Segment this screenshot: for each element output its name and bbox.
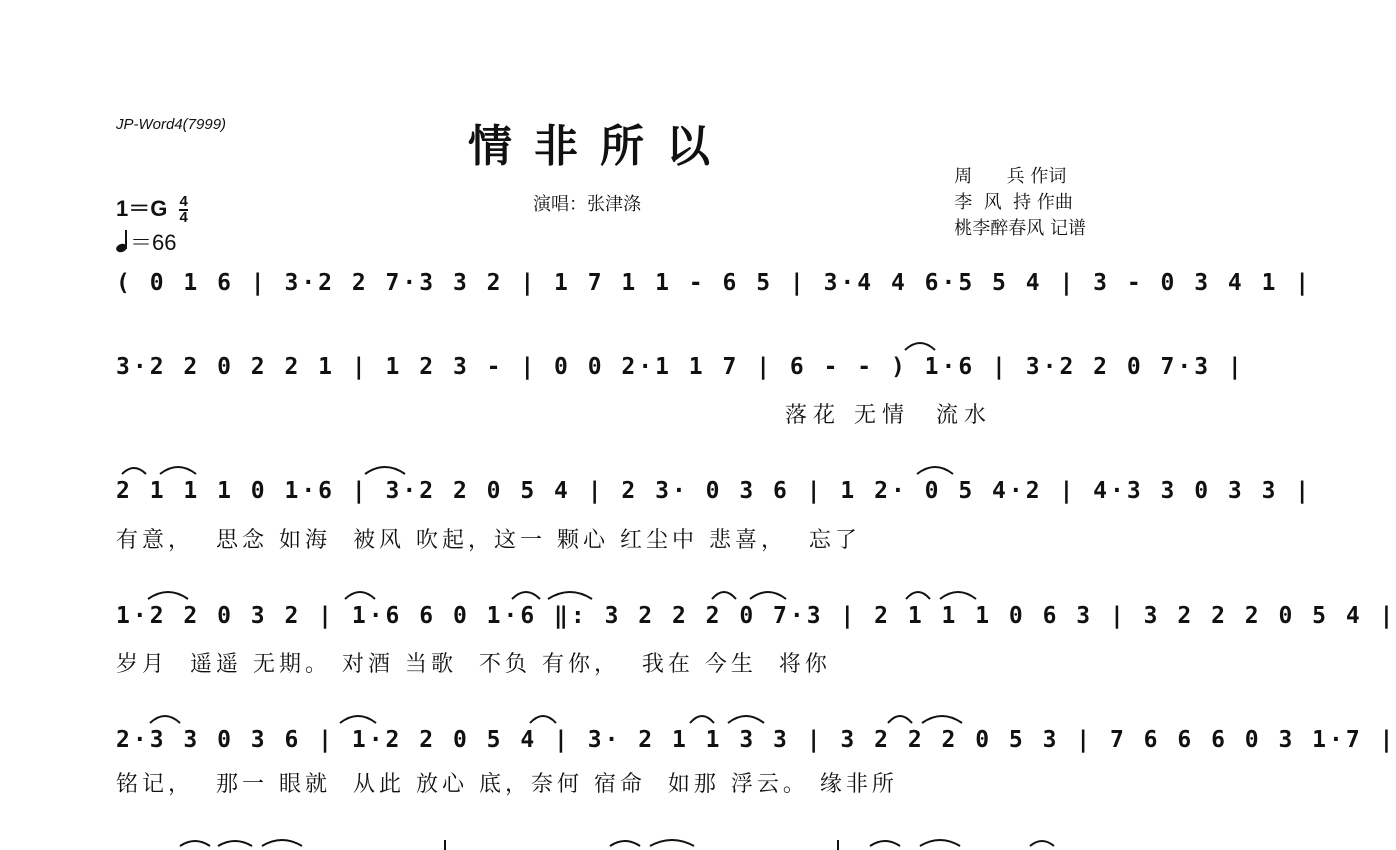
slur	[180, 841, 210, 846]
slur	[340, 716, 376, 723]
lyricist-credit: 周 兵 作词	[954, 166, 1067, 187]
score-line-4: 1·2 2 0 3 2 | 1·6 6 0 1·6 ‖: 3 2 2 2 0 7·3 | 2 1 1 1 0 6 3 | 3 2 2 2 0 5 4 |	[116, 603, 1396, 629]
slur	[365, 467, 405, 474]
slur	[905, 343, 935, 350]
slur	[870, 841, 900, 846]
transcriber-credit: 桃李醉春风 记谱	[954, 218, 1086, 239]
slur	[150, 716, 180, 723]
lyrics-line-3: 有意， 思念 如海 被风 吹起，这一 颗心 红尘中 悲喜， 忘了	[116, 528, 861, 553]
slur	[888, 716, 912, 723]
slur	[530, 716, 556, 723]
slur	[690, 716, 714, 723]
slur	[512, 592, 540, 599]
time-sig-bottom: 4	[179, 209, 188, 227]
slur	[262, 840, 302, 846]
software-label: JP-Word4(7999)	[116, 116, 227, 133]
slur	[218, 841, 252, 846]
slur	[917, 467, 953, 474]
lyrics-line-4: 岁月 遥遥 无期。 对酒 当歌 不负 有你， 我在 今生 将你	[116, 652, 831, 677]
score-line-3: 2 1 1 1 0 1·6 | 3·2 2 0 5 4 | 2 3· 0 3 6 | 1 2· 0 5 4·2 | 4·3 3 0 3 3 |	[116, 478, 1313, 504]
slur	[650, 840, 694, 846]
slur	[122, 468, 146, 474]
song-title: 情非所以	[468, 121, 732, 172]
tempo-text: ＝66	[130, 230, 177, 255]
composer-credit: 李 风 持 作曲	[954, 192, 1073, 213]
slur	[922, 716, 962, 723]
lyrics-line-2: 落花 无情 流水	[785, 403, 992, 428]
lyrics-line-5: 铭记， 那一 眼就 从此 放心 底，奈何 宿命 如那 浮云。 缘非所	[116, 772, 898, 797]
slur	[160, 467, 196, 474]
singer-credit: 演唱：张津涤	[533, 194, 641, 215]
slur	[920, 840, 960, 846]
time-sig-top: 4	[179, 193, 188, 211]
score-line-1: ( 0 1 6 | 3·2 2 7·3 3 2 | 1 7 1 1 - 6 5 | 3·4 4 6·5 5 4 | 3 - 0 3 4 1 |	[116, 270, 1313, 296]
slur	[345, 592, 375, 599]
slur	[940, 592, 976, 599]
slur	[1030, 841, 1054, 846]
score-line-2: 3·2 2 0 2 2 1 | 1 2 3 - | 0 0 2·1 1 7 | 6 - - ) 1·6 | 3·2 2 0 7·3 |	[116, 354, 1245, 380]
slur	[728, 716, 764, 723]
slur	[548, 592, 592, 599]
slur	[712, 592, 736, 599]
slur	[906, 592, 930, 599]
slur	[610, 841, 640, 846]
key-text: 1＝G	[116, 196, 168, 221]
slur	[148, 592, 188, 599]
score-line-5: 2·3 3 0 3 6 | 1·2 2 0 5 4 | 3· 2 1 1 3 3 | 3 2 2 2 0 5 3 | 7 6 6 6 0 3 1·7 |	[116, 727, 1396, 753]
slur	[750, 592, 786, 599]
